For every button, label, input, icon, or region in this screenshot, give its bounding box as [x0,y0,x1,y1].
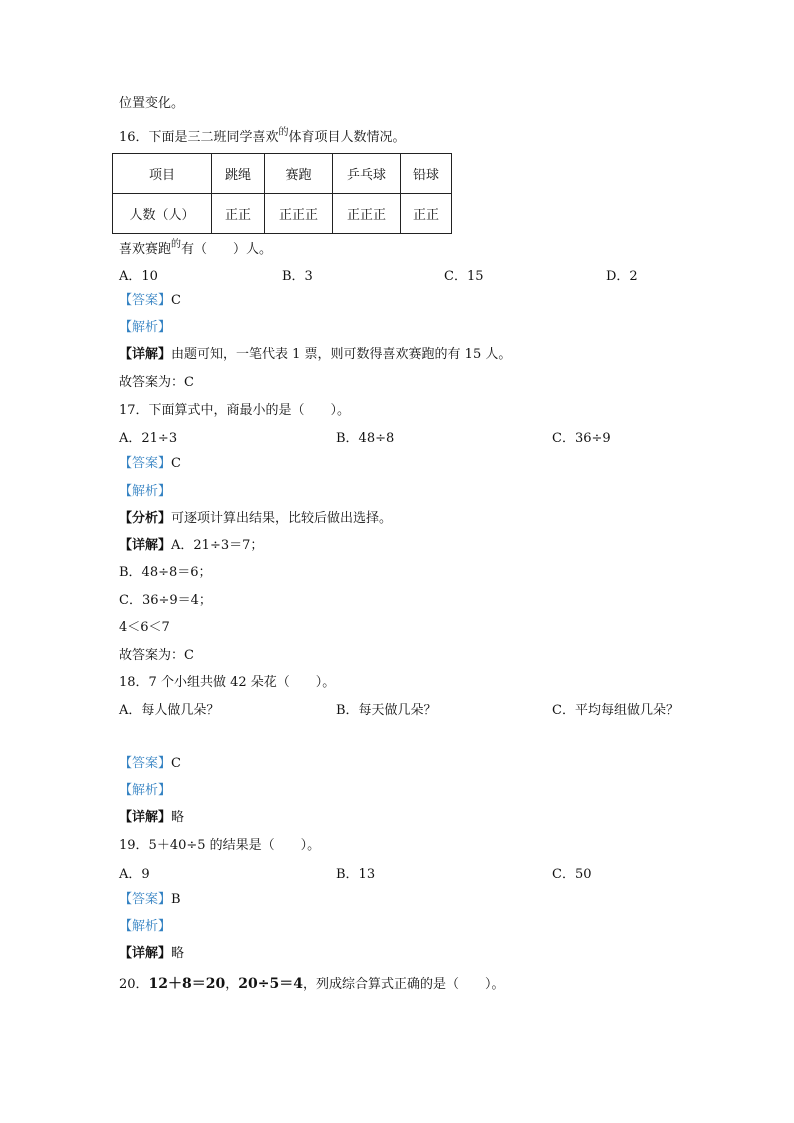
detail-line: 【详解】由题可知，一笔代表 1 票，则可数得喜欢赛跑的有 15 人。 [119,347,512,362]
table-header-cell: 乒乓球 [333,154,401,194]
table-header-cell: 铅球 [401,154,452,194]
detail-tag: 【详解】 [119,347,172,362]
detail-line: 【详解】A．21÷3＝7； [119,538,264,553]
option-b: B．3 [282,269,313,284]
detail-tag: 【详解】 [119,946,172,961]
option-d: D．2 [606,269,638,284]
table-cell: 正正正 [265,194,333,234]
answer-line: 【答案】C [119,293,181,308]
sports-table [112,153,452,234]
answer-tag: 【答案】 [119,756,172,771]
analysis-line [119,319,171,337]
option-b: B．13 [336,867,376,882]
option-b: B．每天做几朵？ [336,703,437,718]
option-a: A．每人做几朵？ [119,703,220,718]
detail-tag: 【详解】 [119,810,172,825]
answer-line: 【答案】C [119,756,181,771]
answer-line: 【答案】B [119,892,181,907]
question-16-stem: 喜欢赛跑$^的$有（ ）人。 [119,239,273,257]
answer-tag: 【答案】 [119,456,172,471]
table-cell: 正正正 [333,194,401,234]
question-18: 18．7 个小组共做 42 朵花（ ）。 [119,675,336,690]
final-answer: 故答案为：C [119,648,194,663]
option-b: B．48÷8 [336,431,395,446]
table-cell: 人数（人） [113,194,212,234]
analysis-tag: 【解析】 [119,320,172,335]
detail-line: 【详解】略 [119,946,185,961]
question-17: 17．下面算式中，商最小的是（ ）。 [119,403,351,418]
detail-step: 4＜6＜7 [119,620,170,635]
table-row [113,194,452,234]
fenxi-line: 【分析】可逐项计算出结果，比较后做出选择。 [119,511,393,526]
option-c: C．15 [444,269,484,284]
question-19: 19．5＋40÷5 的结果是（ ）。 [119,838,321,853]
table-header-cell: 跳绳 [212,154,265,194]
table-header-row [113,154,452,194]
equation: 20÷5＝4 [238,976,303,992]
table-header-cell: 项目 [113,154,212,194]
answer-line: 【答案】C [119,456,181,471]
question-16: 16．下面是三二班同学喜欢$^的$体育项目人数情况。 [119,127,406,145]
equation: 12＋8＝20 [148,976,226,992]
detail-tag: 【详解】 [119,538,172,553]
table-header-cell: 赛跑 [265,154,333,194]
option-a: A．9 [119,867,150,882]
option-c: C．36÷9 [552,431,611,446]
analysis-line [119,782,171,800]
analysis-tag: 【解析】 [119,783,172,798]
option-c: C．50 [552,867,592,882]
detail-line: 【详解】略 [119,810,185,825]
detail-step: B．48÷8＝6； [119,565,212,580]
table-cell: 正正 [401,194,452,234]
analysis-line [119,918,171,936]
analysis-line [119,483,171,501]
table-cell: 正正 [212,194,265,234]
analysis-tag: 【解析】 [119,919,172,934]
final-answer: 故答案为：C [119,375,194,390]
detail-step: C．36÷9＝4； [119,593,212,608]
answer-tag: 【答案】 [119,293,172,308]
text-line: 位置变化。 [119,96,185,111]
answer-tag: 【答案】 [119,892,172,907]
analysis-tag: 【解析】 [119,484,172,499]
fenxi-tag: 【分析】 [119,511,172,526]
option-c: C．平均每组做几朵？ [552,703,679,718]
question-20: 20．12＋8＝20，20÷5＝4，列成综合算式正确的是（ ）。 [119,976,505,992]
option-a: A．21÷3 [119,431,178,446]
option-a: A．10 [119,269,158,284]
